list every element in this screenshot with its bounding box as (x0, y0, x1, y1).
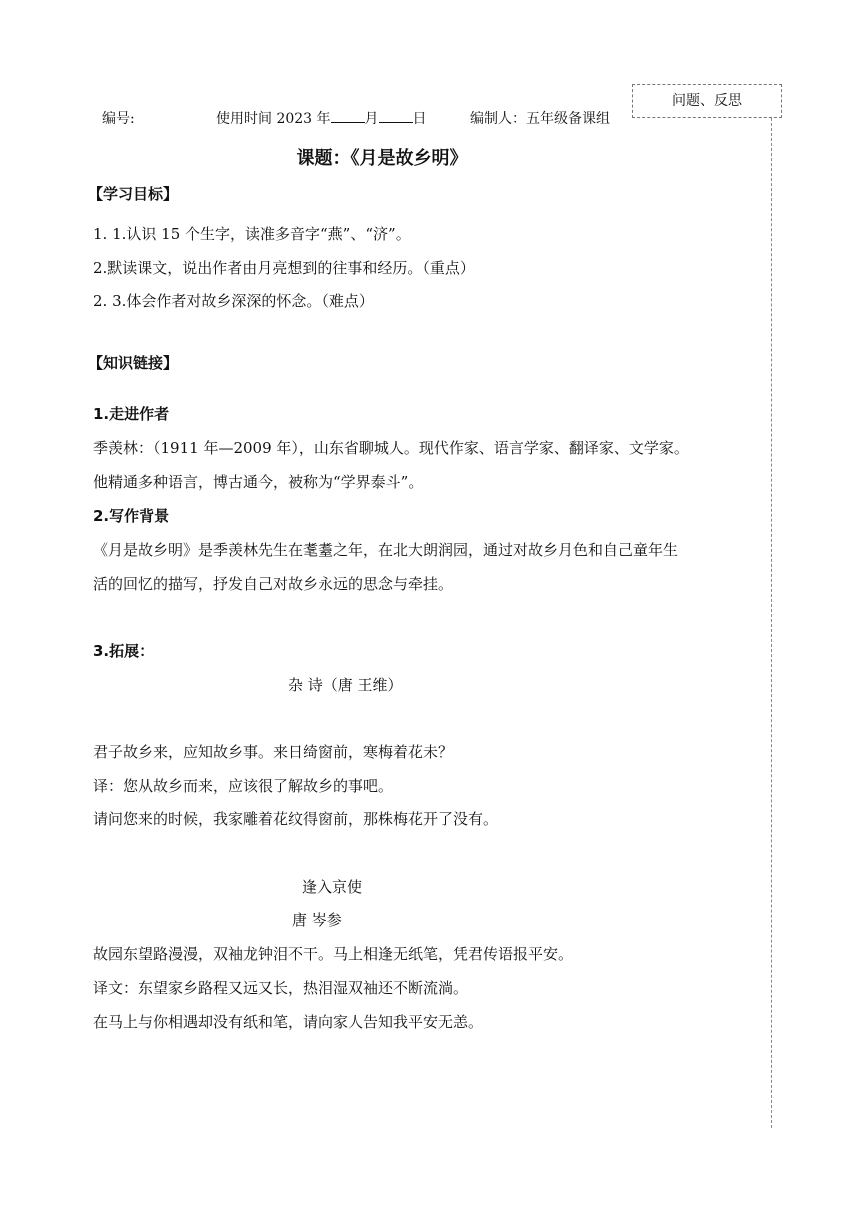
knowledge-heading: 【知识链接】 (88, 354, 179, 372)
notes-column-header: 问题、反思 (632, 84, 782, 118)
goals-heading: 【学习目标】 (88, 185, 179, 203)
poem1-text: 君子故乡来，应知故乡事。来日绮窗前，寒梅着花未？ (93, 743, 454, 761)
extension-heading: 3.拓展： (93, 642, 155, 660)
page-title: 课题：《月是故乡明》 (296, 148, 468, 169)
background-line-1: 《月是故乡明》是季羡林先生在耄耋之年，在北大朗润园，通过对故乡月色和自己童年生 (93, 541, 679, 559)
background-heading: 2.写作背景 (93, 507, 170, 525)
day-label: 日 (412, 111, 427, 127)
goal-item-3: 2. 3.体会作者对故乡深深的怀念。（难点） (93, 292, 374, 310)
goal-item-2: 2.默读课文，说出作者由月亮想到的往事和经历。（重点） (93, 259, 475, 277)
poem2-author: 唐 岑参 (292, 911, 342, 929)
poem1-translation-1: 译：您从故乡而来，应该很了解故乡的事吧。 (93, 777, 394, 795)
number-label: 编号: (102, 111, 135, 127)
month-blank (331, 110, 365, 123)
author-heading: 1.走进作者 (93, 405, 170, 423)
usage-time (216, 108, 427, 128)
poem2-translation-2: 在马上与你相遇却没有纸和笔，请向家人告知我平安无恙。 (93, 1013, 484, 1031)
author-line-1: 季羡林：（1911 年—2009 年），山东省聊城人。现代作家、语言学家、翻译家、文学家。 (93, 439, 689, 457)
poem2-text: 故园东望路漫漫，双袖龙钟泪不干。马上相逢无纸笔，凭君传语报平安。 (93, 945, 574, 963)
month-label: 月 (364, 111, 379, 127)
poem1-title: 杂 诗（唐 王维） (288, 676, 403, 694)
author-line-2: 他精通多种语言，博古通今，被称为“学界泰斗”。 (93, 473, 424, 491)
poem1-translation-2: 请问您来的时候，我家雕着花纹得窗前，那株梅花开了没有。 (93, 810, 499, 828)
time-label: 使用时间 2023 年 (216, 111, 331, 127)
goal-item-1: 1. 1.认识 15 个生字，读准多音字“燕”、“济”。 (93, 225, 411, 243)
poem2-title: 逢入京使 (302, 878, 363, 896)
notes-column-divider (771, 118, 772, 1128)
poem2-translation-1: 译文：东望家乡路程又远又长，热泪湿双袖还不断流淌。 (93, 979, 469, 997)
day-blank (379, 110, 413, 123)
background-line-2: 活的回忆的描写，抒发自己对故乡永远的思念与牵挂。 (93, 575, 454, 593)
editor-label: 编制人：五年级备课组 (470, 111, 610, 127)
